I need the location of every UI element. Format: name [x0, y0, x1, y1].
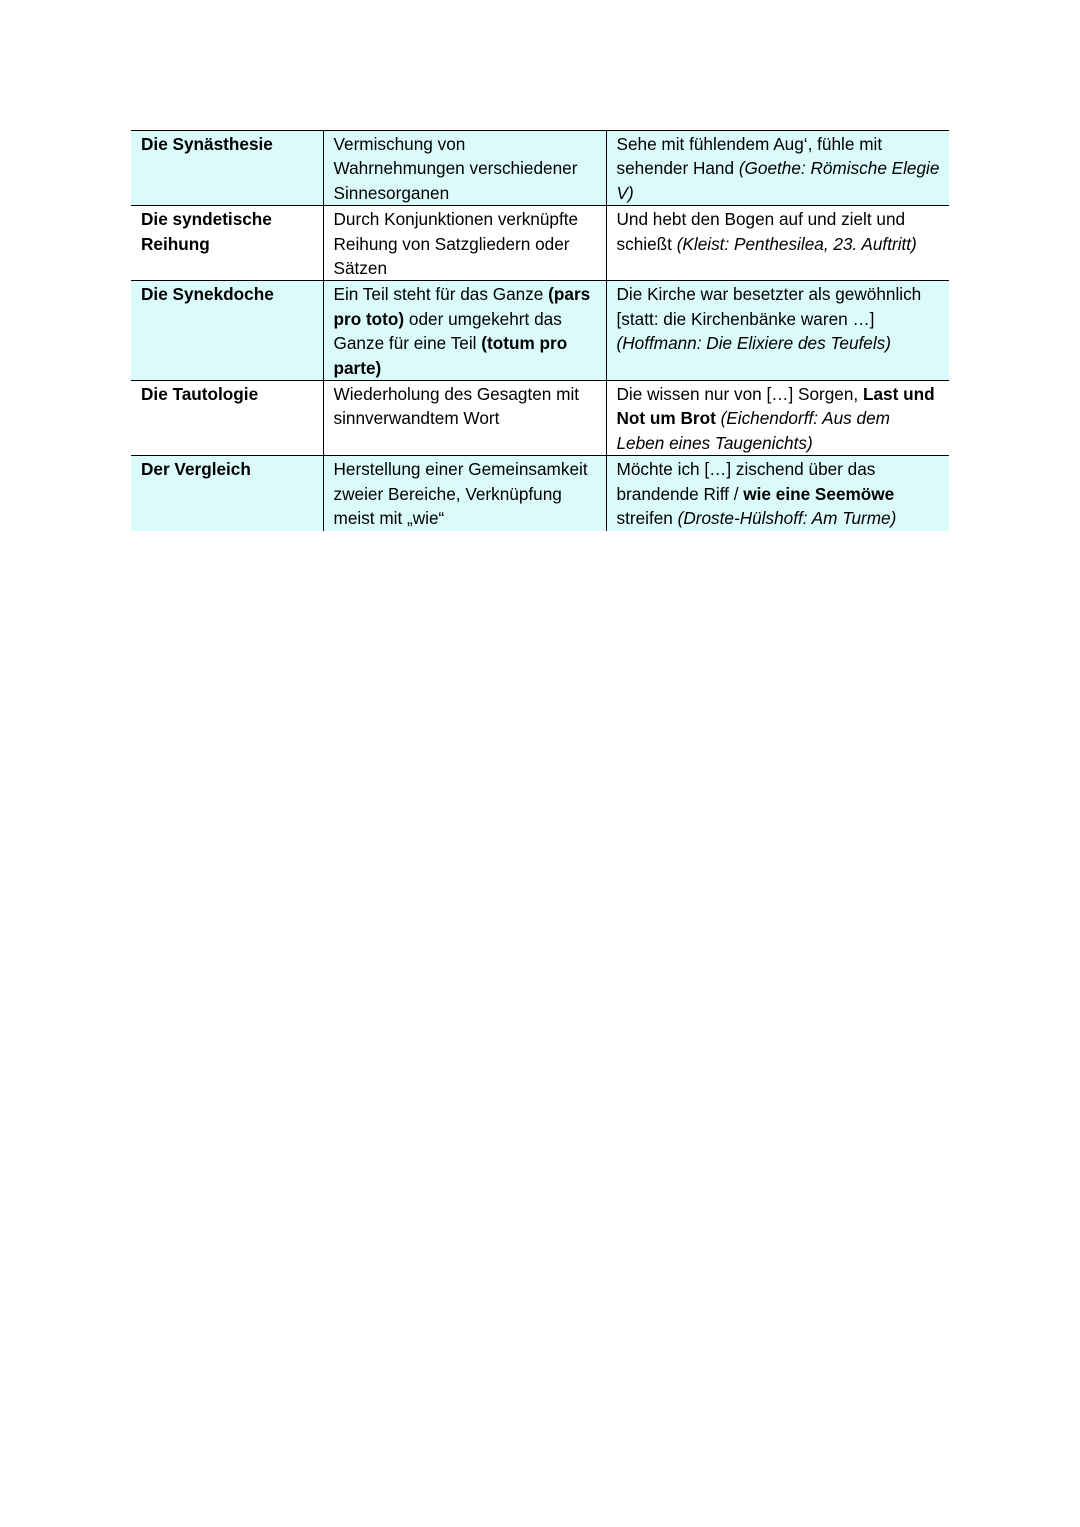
table-row	[131, 281, 949, 381]
term-cell: Der Vergleich	[131, 456, 323, 531]
term-cell: Die Synästhesie	[131, 131, 323, 206]
table-body	[131, 131, 949, 531]
definition-text-segment: (pars pro toto)	[333, 284, 591, 329]
example-text-segment: (Kleist: Penthesilea, 23. Auftritt)	[676, 233, 917, 254]
definition-text-segment: (totum pro parte)	[333, 333, 568, 378]
example-text-segment: wie eine Seemöwe	[743, 483, 895, 504]
example-text-segment: Und hebt den Bogen auf und zielt und schießt	[616, 209, 906, 254]
example-cell	[606, 281, 949, 381]
definition-text-segment: Vermischung von Wahrnehmungen verschiedener Sinnesorganen	[333, 134, 578, 203]
definition-cell	[323, 131, 606, 206]
example-cell	[606, 456, 949, 531]
example-cell	[606, 131, 949, 206]
table-row	[131, 456, 949, 531]
example-text-segment: Die Kirche war besetzter als gewöhnlich [statt: die Kirchenbänke waren …]	[616, 284, 922, 329]
example-text-segment: streifen	[616, 508, 678, 529]
example-text-segment: Sehe mit fühlendem Aug‘, fühle mit sehender Hand	[616, 134, 883, 179]
definition-text-segment: Herstellung einer Gemeinsamkeit zweier Bereiche, Verknüpfung meist mit „wie“	[333, 459, 588, 529]
term-cell: Die syndetische Reihung	[131, 206, 323, 281]
term-cell: Die Tautologie	[131, 381, 323, 456]
definition-text-segment: oder umgekehrt das Ganze für eine Teil	[333, 308, 562, 354]
example-cell	[606, 381, 949, 456]
definition-text-segment: Durch Konjunktionen verknüpfte Reihung von Satzgliedern oder Sätzen	[333, 209, 579, 279]
definition-cell	[323, 281, 606, 381]
example-text-segment: Die wissen nur von […] Sorgen,	[616, 384, 863, 405]
definition-cell	[323, 456, 606, 531]
example-text-segment: Möchte ich […] zischend über das brandende Riff /	[616, 459, 876, 504]
example-text-segment: (Eichendorff: Aus dem Leben eines Taugenichts)	[616, 408, 890, 453]
definition-text-segment: Wiederholung des Gesagten mit sinnverwandtem Wort	[333, 384, 580, 429]
stylistic-devices-table	[131, 130, 949, 531]
definition-cell	[323, 206, 606, 281]
definition-cell	[323, 381, 606, 456]
example-text-segment: (Goethe: Römische Elegie V)	[616, 158, 940, 203]
example-text-segment: (Hoffmann: Die Elixiere des Teufels)	[616, 333, 891, 354]
example-cell	[606, 206, 949, 281]
example-text-segment: Last und Not um Brot	[616, 384, 935, 429]
table-row	[131, 381, 949, 456]
table-row	[131, 131, 949, 206]
example-text-segment: (Droste-Hülshoff: Am Turme)	[677, 508, 897, 529]
table-row	[131, 206, 949, 281]
term-cell: Die Synekdoche	[131, 281, 323, 381]
definition-text-segment: Ein Teil steht für das Ganze	[333, 284, 549, 305]
